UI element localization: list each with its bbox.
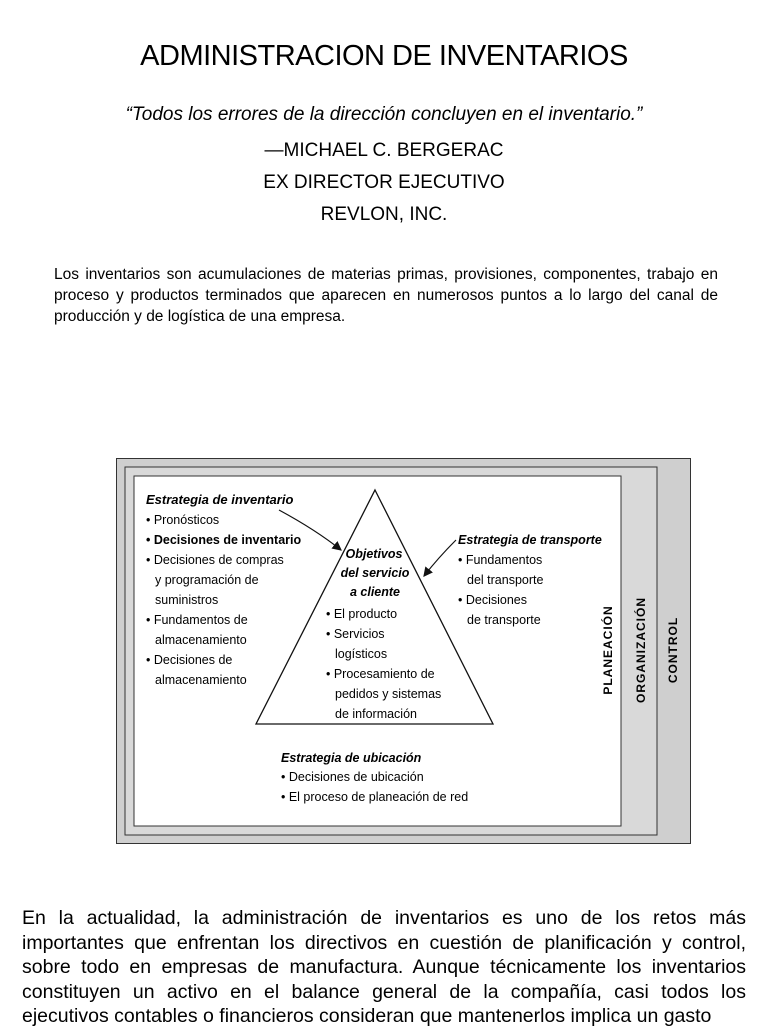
inventory-strategy-heading: Estrategia de inventario [146,492,294,507]
inventory-strategy-item: almacenamiento [155,673,247,687]
logistics-strategy-diagram [116,458,691,844]
service-objectives-heading: del servicio [340,566,410,580]
planning-label: PLANEACIÓN [601,605,615,695]
location-strategy-item: • El proceso de planeación de red [281,790,469,804]
inventory-strategy-item: • Pronósticos [146,513,220,527]
service-objectives-heading: a cliente [349,585,401,599]
inventory-strategy-item: y programación de [155,573,259,587]
transport-strategy-heading: Estrategia de transporte [458,533,602,547]
inventory-strategy-item: • Fundamentos de [146,613,248,627]
transport-strategy-item: • Fundamentos [458,553,543,567]
service-objective-item: • Procesamiento de [326,667,435,681]
service-objectives-heading: Objetivos [345,547,403,561]
inventory-strategy-item: • Decisiones de [146,653,233,667]
page-title: ADMINISTRACION DE INVENTARIOS [140,40,628,72]
inventory-strategy-item: • Decisiones de inventario [146,533,302,547]
epigraph-quote: “Todos los errores de la dirección concluyen en el inventario.” [125,104,643,125]
body-paragraph: En la actualidad, la administración de inventarios es uno de los retos más importantes que enfrentan los directivos en cuestión de planificación y control, sobre todo en empresas de manufactura. Aunque técnicamente los inventarios constituyen un activo en el balance general de la compañía, casi todos los ejecutivos contables o financieros consideran que mantenerlos implica un gasto [22,907,746,1027]
control-label: CONTROL [666,616,680,684]
transport-strategy-item: del transporte [467,573,544,587]
service-objective-item: pedidos y sistemas [335,687,442,701]
quote-author: —MICHAEL C. BERGERAC [264,140,504,161]
intro-paragraph: Los inventarios son acumulaciones de materias primas, provisiones, componentes, trabajo en proceso y productos terminados que aparecen en numerosos puntos a lo largo del canal de producción y de logística de una empresa. [54,266,718,325]
quote-company: REVLON, INC. [320,204,448,225]
transport-strategy-item: • Decisiones [458,593,527,607]
service-objective-item: logísticos [335,647,388,661]
quote-role: EX DIRECTOR EJECUTIVO [263,172,505,193]
service-objective-item: • Servicios [326,627,385,641]
inventory-strategy-item: almacenamiento [155,633,247,647]
organization-label: ORGANIZACIÓN [634,597,648,703]
inventory-strategy-item: • Decisiones de compras [146,553,284,567]
inventory-strategy-item: suministros [155,593,219,607]
service-objective-item: de información [335,707,417,721]
service-objective-item: • El producto [326,607,398,621]
location-strategy-heading: Estrategia de ubicación [281,751,422,765]
location-strategy-item: • Decisiones de ubicación [281,770,424,784]
transport-strategy-item: de transporte [467,613,541,627]
